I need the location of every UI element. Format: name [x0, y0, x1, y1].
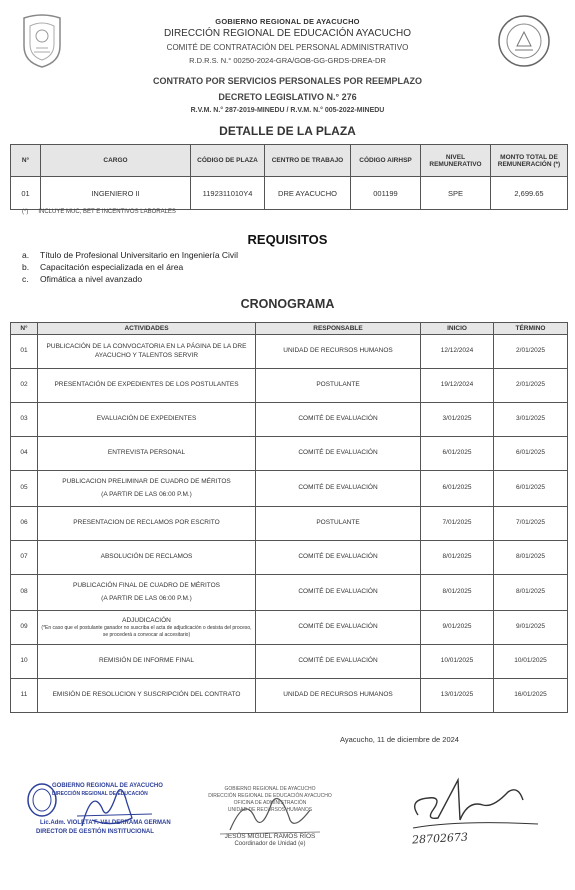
cronograma-cell-activity — [38, 471, 256, 507]
cronograma-cell-end: 2/01/2025 — [494, 369, 568, 403]
cronograma-cell-number: 06 — [11, 507, 38, 541]
plaza-header-cell: MONTO TOTAL DE REMUNERACIÓN (*) — [491, 145, 568, 177]
cronograma-cell-activity — [38, 575, 256, 611]
middle-stamp-line2: DIRECCIÓN REGIONAL DE EDUCACIÓN AYACUCHO — [208, 793, 332, 799]
cronograma-cell-responsible: UNIDAD DE RECURSOS HUMANOS — [256, 335, 421, 369]
plaza-cell-workplace: DRE AYACUCHO — [265, 177, 351, 210]
cronograma-cell-end: 9/01/2025 — [494, 611, 568, 645]
activity-time-note: (A PARTIR DE LAS 06:00 P.M.) — [101, 490, 192, 498]
requisitos-list — [22, 250, 238, 286]
cronograma-row — [11, 403, 568, 437]
cronograma-cell-start: 6/01/2025 — [421, 471, 494, 507]
plaza-row — [11, 177, 568, 210]
plaza-table — [10, 144, 568, 210]
cronograma-cell-number: 01 — [11, 335, 38, 369]
cronograma-row — [11, 335, 568, 369]
cronograma-cell-number: 10 — [11, 645, 38, 679]
requisito-marker: c. — [22, 274, 29, 284]
cronograma-cell-activity: EVALUACIÓN DE EXPEDIENTES — [38, 403, 256, 437]
cronograma-row — [11, 471, 568, 507]
activity-footnote: (*En caso que el postulante ganador no suscriba el acta de adjudicación o desista del proceso, se procederá a convocar al accesitario) — [41, 625, 252, 638]
requisito-text: Capacitación especializada en el área — [40, 262, 184, 272]
activity-main-text: PUBLICACIÓN FINAL DE CUADRO DE MÉRITOS — [73, 581, 220, 589]
cronograma-cell-activity: PUBLICACIÓN DE LA CONVOCATORIA EN LA PÁGINA DE LA DRE AYACUCHO Y TALENTOS SERVIR — [38, 335, 256, 369]
header-direction: DIRECCIÓN REGIONAL DE EDUCACIÓN AYACUCHO — [163, 28, 412, 39]
cronograma-cell-end: 8/01/2025 — [494, 541, 568, 575]
cronograma-cell-activity: PRESENTACION DE RECLAMOS POR ESCRITO — [38, 507, 256, 541]
requisito-marker: a. — [22, 250, 30, 260]
regional-emblem-logo — [20, 12, 64, 68]
cronograma-header-cell: N° — [11, 323, 38, 335]
footnote-mark: (*) — [22, 209, 29, 215]
header-contract-type: CONTRATO POR SERVICIOS PERSONALES POR REEMPLAZO — [152, 76, 423, 86]
cronograma-cell-number: 09 — [11, 611, 38, 645]
cronograma-cell-responsible: COMITÉ DE EVALUACIÓN — [256, 437, 421, 471]
cronograma-header-cell: TÉRMINO — [494, 323, 568, 335]
plaza-header-cell: NIVEL REMUNERATIVO — [421, 145, 491, 177]
cronograma-cell-number: 11 — [11, 679, 38, 713]
cronograma-cell-responsible: COMITÉ DE EVALUACIÓN — [256, 645, 421, 679]
plaza-header-cell: CENTRO DE TRABAJO — [265, 145, 351, 177]
cronograma-row — [11, 679, 568, 713]
cronograma-cell-activity — [38, 611, 256, 645]
cronograma-cell-responsible: POSTULANTE — [256, 507, 421, 541]
cronograma-cell-number: 03 — [11, 403, 38, 437]
cronograma-cell-number: 02 — [11, 369, 38, 403]
cronograma-cell-number: 04 — [11, 437, 38, 471]
requisito-marker: b. — [22, 262, 30, 272]
plaza-header-row — [11, 145, 568, 177]
cronograma-cell-start: 3/01/2025 — [421, 403, 494, 437]
requisitos-section-title: REQUISITOS — [247, 232, 328, 247]
cronograma-cell-start: 6/01/2025 — [421, 437, 494, 471]
cronograma-row — [11, 575, 568, 611]
cronograma-cell-start: 13/01/2025 — [421, 679, 494, 713]
cronograma-header-row — [11, 323, 568, 335]
plaza-section-title: DETALLE DE LA PLAZA — [219, 124, 356, 138]
plaza-header-cell: N° — [11, 145, 41, 177]
header-rvm: R.V.M. N.° 287-2019-MINEDU / R.V.M. N.° 005-2022-MINEDU — [190, 107, 385, 114]
requisito-item — [22, 250, 238, 262]
header-government: GOBIERNO REGIONAL DE AYACUCHO — [215, 17, 360, 26]
left-signer-name: Lic.Adm. VIOLETA F. VALDERRAMA GERMAN — [40, 820, 171, 826]
requisito-text: Título de Profesional Universitario en Ingeniería Civil — [40, 250, 238, 260]
cronograma-header-cell: ACTIVIDADES — [38, 323, 256, 335]
cronograma-cell-number: 05 — [11, 471, 38, 507]
plaza-header-cell: CÓDIGO AIRHSP — [351, 145, 421, 177]
cronograma-cell-end: 8/01/2025 — [494, 575, 568, 611]
activity-main-text: PUBLICACION PRELIMINAR DE CUADRO DE MÉRITOS — [62, 477, 231, 485]
cronograma-cell-responsible: COMITÉ DE EVALUACIÓN — [256, 541, 421, 575]
header-committee: COMITÉ DE CONTRATACIÓN DEL PERSONAL ADMINISTRATIVO — [166, 43, 409, 52]
cronograma-cell-responsible: POSTULANTE — [256, 369, 421, 403]
cronograma-cell-end: 10/01/2025 — [494, 645, 568, 679]
cronograma-cell-start: 7/01/2025 — [421, 507, 494, 541]
cronograma-cell-activity: ABSOLUCIÓN DE RECLAMOS — [38, 541, 256, 575]
cronograma-cell-activity: ENTREVISTA PERSONAL — [38, 437, 256, 471]
cronograma-cell-responsible: COMITÉ DE EVALUACIÓN — [256, 403, 421, 437]
cronograma-cell-responsible: COMITÉ DE EVALUACIÓN — [256, 611, 421, 645]
cronograma-cell-end: 6/01/2025 — [494, 437, 568, 471]
activity-main-text: ADJUDICACIÓN — [122, 616, 171, 624]
activity-time-note: (A PARTIR DE LAS 06:00 P.M.) — [101, 594, 192, 602]
cronograma-cell-start: 10/01/2025 — [421, 645, 494, 679]
left-signer-role: DIRECTOR DE GESTIÓN INSTITUCIONAL — [36, 829, 154, 835]
cronograma-header-cell: RESPONSABLE — [256, 323, 421, 335]
cronograma-cell-number: 07 — [11, 541, 38, 575]
requisito-text: Ofimática a nivel avanzado — [40, 274, 143, 284]
middle-signer-role: Coordinador de Unidad (e) — [234, 841, 306, 847]
cronograma-cell-end: 7/01/2025 — [494, 507, 568, 541]
plaza-cell-airhsp: 001199 — [351, 177, 421, 210]
requisito-item — [22, 274, 238, 286]
cronograma-cell-responsible: COMITÉ DE EVALUACIÓN — [256, 575, 421, 611]
cronograma-cell-start: 19/12/2024 — [421, 369, 494, 403]
plaza-cell-level: SPE — [421, 177, 491, 210]
handwritten-number: 28702673 — [411, 830, 469, 847]
middle-signer-name: JESÚS MIGUEL RAMOS RÍOS — [224, 833, 316, 840]
middle-stamp-line4: UNIDAD DE RECURSOS HUMANOS — [227, 807, 313, 813]
cronograma-row — [11, 611, 568, 645]
cronograma-row — [11, 369, 568, 403]
cronograma-cell-activity: EMISIÓN DE RESOLUCION Y SUSCRIPCIÓN DEL CONTRATO — [38, 679, 256, 713]
cronograma-header-cell: INICIO — [421, 323, 494, 335]
header-decree: DECRETO LEGISLATIVO N.° 276 — [218, 92, 357, 102]
cronograma-cell-start: 8/01/2025 — [421, 575, 494, 611]
document-date: Ayacucho, 11 de diciembre de 2024 — [340, 735, 459, 744]
right-handwritten-signature — [398, 770, 548, 836]
cronograma-table — [10, 322, 568, 713]
middle-stamp-line3: OFICINA DE ADMINISTRACIÓN — [233, 800, 307, 806]
drea-seal-logo — [497, 14, 551, 68]
cronograma-cell-end: 3/01/2025 — [494, 403, 568, 437]
middle-stamp-line1: GOBIERNO REGIONAL DE AYACUCHO — [224, 786, 316, 792]
cronograma-row — [11, 507, 568, 541]
cronograma-row — [11, 645, 568, 679]
cronograma-row — [11, 437, 568, 471]
cronograma-cell-responsible: UNIDAD DE RECURSOS HUMANOS — [256, 679, 421, 713]
cronograma-cell-end: 16/01/2025 — [494, 679, 568, 713]
plaza-cell-code: 1192311010Y4 — [191, 177, 265, 210]
plaza-header-cell: CARGO — [41, 145, 191, 177]
cronograma-cell-start: 9/01/2025 — [421, 611, 494, 645]
plaza-footnote — [22, 209, 186, 215]
cronograma-cell-activity: PRESENTACIÓN DE EXPEDIENTES DE LOS POSTULANTES — [38, 369, 256, 403]
plaza-cell-cargo: INGENIERO II — [41, 177, 191, 210]
requisito-item — [22, 262, 238, 274]
footnote-text: INCLUYE MUC, BET E INCENTIVOS LABORALES — [38, 209, 176, 215]
cronograma-cell-responsible: COMITÉ DE EVALUACIÓN — [256, 471, 421, 507]
header-resolution: R.D.R.S. N.° 00250-2024-GRA/GOB-GG-GRDS-DREA-DR — [189, 56, 386, 65]
cronograma-cell-end: 2/01/2025 — [494, 335, 568, 369]
cronograma-cell-end: 6/01/2025 — [494, 471, 568, 507]
plaza-header-cell: CÓDIGO DE PLAZA — [191, 145, 265, 177]
plaza-cell-number: 01 — [11, 177, 41, 210]
plaza-cell-amount: 2,699.65 — [491, 177, 568, 210]
cronograma-cell-number: 08 — [11, 575, 38, 611]
left-stamp-line2: DIRECCIÓN REGIONAL DE EDUCACIÓN — [52, 791, 148, 797]
cronograma-section-title: CRONOGRAMA — [240, 297, 335, 311]
left-stamp-line1: GOBIERNO REGIONAL DE AYACUCHO — [52, 783, 163, 789]
cronograma-cell-activity: REMISIÓN DE INFORME FINAL — [38, 645, 256, 679]
cronograma-cell-start: 8/01/2025 — [421, 541, 494, 575]
cronograma-cell-start: 12/12/2024 — [421, 335, 494, 369]
cronograma-row — [11, 541, 568, 575]
